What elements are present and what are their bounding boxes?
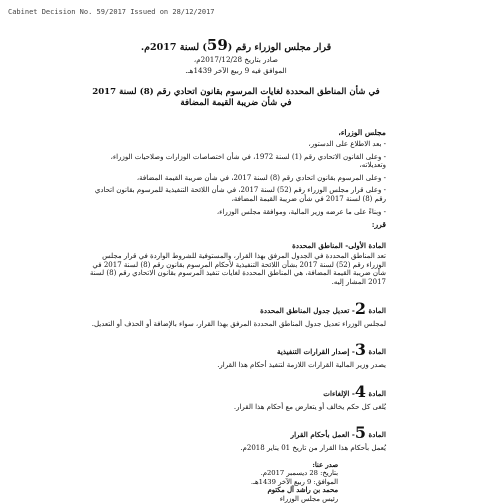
preamble-item: - وعلى القانون الاتحادي رقم (1) لسنة 1972، في شأن اختصاصات الوزارات وصلاحيات الوزراء، وتعديلاته، bbox=[110, 152, 386, 170]
article-title: - المناطق المحددة bbox=[292, 241, 349, 251]
council-heading: مجلس الوزراء، bbox=[338, 128, 386, 137]
article-title: - الإلغاءات bbox=[323, 388, 355, 398]
article-heading bbox=[86, 382, 386, 401]
document-header: Cabinet Decision No. 59/2017 Issued on 28/12/2017 bbox=[8, 8, 215, 16]
signatory-name: محمد بن راشد آل مكتوم bbox=[267, 486, 338, 495]
signature-hijri: الموافق: 9 ربيع الآخر 1439هـ. bbox=[250, 477, 338, 486]
subject-line-1: في شأن المناطق المحددة لغايات المرسوم بقانون اتحادي رقم (8) لسنة 2017 bbox=[92, 87, 380, 97]
decision-number: 59 bbox=[206, 36, 228, 54]
article-label: المادة الأولى bbox=[348, 241, 386, 251]
subject-line-2: في شأن ضريبة القيمة المضافة bbox=[180, 98, 292, 108]
article-4 bbox=[86, 382, 386, 412]
article-title: - إصدار القرارات التنفيذية bbox=[277, 347, 355, 357]
article-text: تعد المناطق المحددة في الجدول المرفق بهذا القرار، والمستوفية للشروط الواردة في قرار مجلس الوزراء رقم (52) لسنة 2017 بشأن اللائحة التنفيذية لأحكام المرسوم بقانون رقم (8) لسنة 2017 في شأن ضريبة القيمة المضافة، هي المناطق المحددة لغايات تنفيذ المرسوم بقانون الاتحادي رقم (8) لسنة 2017 المشار إليه. bbox=[89, 252, 386, 286]
decided-label: قرر: bbox=[371, 220, 386, 230]
title-after: ) لسنة 2017م. bbox=[140, 42, 207, 53]
preamble-item: - بعد الاطلاع على الدستور، bbox=[308, 140, 386, 148]
decision-title bbox=[86, 36, 386, 54]
preamble-item: - وبناءً على ما عرضه وزير المالية، وموافقة مجلس الوزراء، bbox=[216, 207, 386, 216]
article-heading bbox=[86, 423, 386, 442]
article-1 bbox=[86, 241, 386, 286]
preamble-item: - وعلى قرار مجلس الوزراء رقم (52) لسنة 2017، في شأن اللائحة التنفيذية للمرسوم بقانون اتحادي رقم (8) لسنة 2017 في شأن ضريبة القيمة المضافة، bbox=[94, 186, 386, 203]
hijri-date: الموافق فيه 9 ربيع الآخر 1439هـ. bbox=[185, 66, 287, 75]
article-number: 2 bbox=[354, 298, 366, 318]
article-heading bbox=[86, 241, 386, 250]
preamble-item: - وعلى المرسوم بقانون اتحادي رقم (8) لسنة 2017، في شأن ضريبة القيمة المضافة، bbox=[136, 173, 386, 182]
signature-issued: صدر عنا: bbox=[312, 460, 338, 469]
signature-block bbox=[86, 461, 386, 503]
article-label: المادة bbox=[368, 347, 386, 357]
article-heading bbox=[86, 299, 386, 318]
article-text: يُلغى كل حكم يخالف أو يتعارض مع أحكام هذا القرار. bbox=[233, 402, 386, 411]
article-number: 5 bbox=[354, 423, 366, 443]
signatory-role: رئيس مجلس الوزراء bbox=[279, 494, 338, 503]
article-text: لمجلس الوزراء تعديل جدول المناطق المحددة المرفق بهذا القرار، سواء بالإضافة أو الحذف أو التعديل. bbox=[91, 319, 386, 328]
article-5 bbox=[86, 423, 386, 453]
article-2 bbox=[86, 299, 386, 329]
article-title: - العمل بأحكام القرار bbox=[290, 430, 355, 440]
article-text: يصدر وزير المالية القرارات اللازمة لتنفيذ أحكام هذا القرار. bbox=[217, 361, 386, 370]
article-label: المادة bbox=[368, 430, 386, 440]
article-text: يُعمل بأحكام هذا القرار من تاريخ 01 يناير 2018م. bbox=[240, 444, 386, 453]
article-heading bbox=[86, 340, 386, 359]
article-label: المادة bbox=[368, 305, 386, 315]
article-number: 4 bbox=[354, 381, 366, 401]
decision-document bbox=[86, 36, 386, 503]
article-title: - تعديل جدول المناطق المحددة bbox=[260, 305, 355, 315]
signature-date: بتاريخ: 28 ديسمبر 2017م. bbox=[260, 469, 338, 478]
article-3 bbox=[86, 340, 386, 370]
preamble bbox=[86, 140, 386, 216]
issued-date: صادر بتاريخ 2017/12/28م، bbox=[193, 55, 279, 64]
title-before: قرار مجلس الوزراء رقم ( bbox=[227, 42, 332, 53]
article-number: 3 bbox=[354, 340, 366, 360]
article-label: المادة bbox=[368, 388, 386, 398]
